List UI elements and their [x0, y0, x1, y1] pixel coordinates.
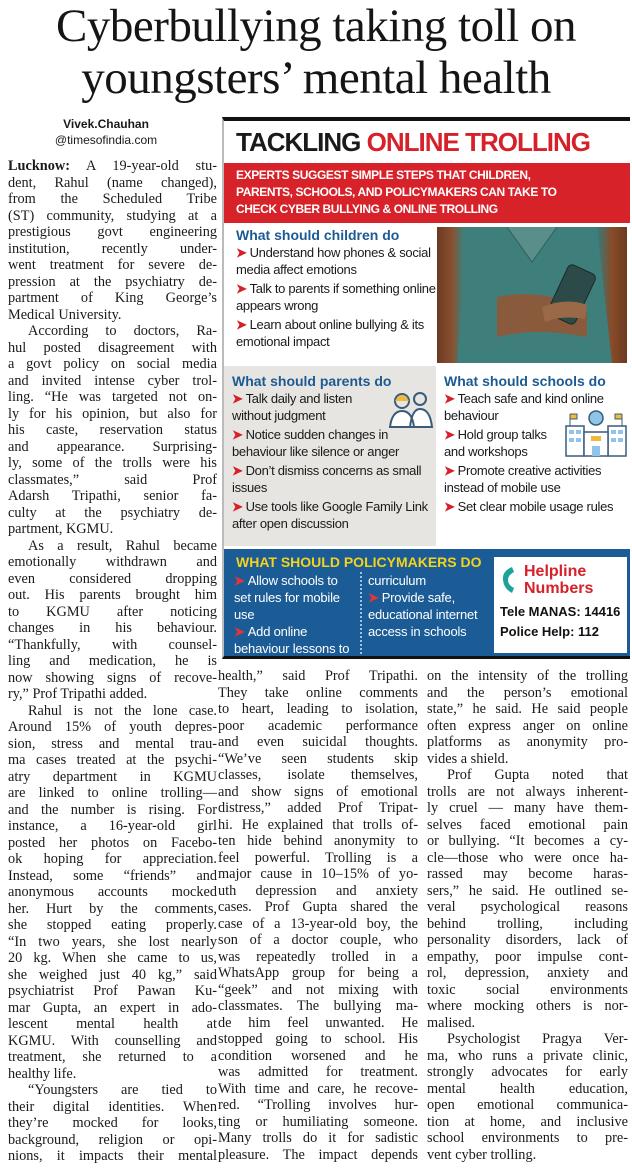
text-line: classmates,” said Prof — [8, 471, 217, 488]
arrow-icon: ➤ — [368, 590, 379, 605]
list-item: ➤ Hold group talks and workshops — [444, 427, 547, 459]
text-line: and show signs of emotional — [218, 783, 418, 800]
text-line: empathy, poor impulse cont- — [427, 948, 628, 965]
text-line: vent cyber trolling. — [427, 1146, 537, 1163]
text-line: classes, isolate themselves, — [218, 767, 418, 783]
text-line: school environments to pre- — [427, 1130, 628, 1146]
text-line: where mocking others is nor- — [427, 998, 628, 1014]
text-line: As a result, Rahul became — [28, 537, 217, 554]
children-heading: What should children do — [236, 227, 400, 243]
text-line: and the number is rising. For — [8, 801, 217, 818]
text-line: her. Hurt by the comments, — [8, 900, 217, 917]
list-item: ➤ Use tools like Google Family Link after open discussion — [232, 499, 428, 531]
text-line: went treatment for severe de- — [8, 257, 217, 273]
text-line: Around 15% of youth depres- — [8, 719, 217, 735]
arrow-icon: ➤ — [232, 427, 243, 442]
text-line: she weighed just 40 kg,” said — [8, 966, 217, 983]
text-line: from the Scheduled Tribe — [8, 191, 217, 207]
text-line: and the person’s emotional — [427, 684, 628, 701]
text-line: was admitted for treatment. — [218, 1064, 418, 1080]
text-line: open emotional communica- — [427, 1097, 628, 1113]
text-line: de him feel unwanted. He — [218, 1014, 418, 1031]
parents-heading: What should parents do — [232, 373, 392, 389]
text-line: dent, Rahul (name changed), — [8, 174, 217, 191]
text-line: institution, recently under- — [8, 240, 217, 257]
arrow-icon: ➤ — [236, 245, 247, 260]
list-item: ➤ Set clear mobile usage rules — [444, 499, 614, 514]
banner-line: CHECK CYBER BULLYING & ONLINE TROLLING — [236, 202, 498, 216]
text-line: mental health education, — [427, 1080, 628, 1097]
text-line: stopped going to school. His — [218, 1031, 418, 1047]
text-line: behind trolling, including — [427, 915, 628, 932]
text-line: hi. He explained that trolls of- — [218, 816, 418, 833]
text-line: and even suicidal thoughts. — [218, 734, 418, 750]
police-help-number: Police Help: 112 — [500, 624, 599, 639]
text-line: changes in his behaviour. — [8, 620, 217, 636]
text-line: sers,” he said. He outlined se- — [427, 882, 628, 899]
text-line: out. His parents brought him — [8, 587, 217, 603]
text-line: strongly advocates for early — [427, 1064, 628, 1080]
policy-item: ➤ Add online behaviour lessons to curriculum — [234, 573, 426, 656]
arrow-icon: ➤ — [234, 573, 245, 588]
text-line: health,” said Prof Tripathi. — [218, 668, 418, 684]
text-line: atry department in KGMU — [8, 768, 217, 785]
text-line: pression at the psychiatry de- — [8, 273, 217, 290]
text-line: condition worsened and he — [218, 1047, 418, 1064]
text-line: instance, a 16-year-old girl — [8, 818, 217, 834]
text-line: a govt policy on social media — [8, 356, 217, 372]
text-line: Adarsh Tripathi, senior fa- — [8, 488, 217, 504]
text-line: platforms as anonymity pro- — [427, 734, 628, 750]
text-line: “geek” and not mixing with — [218, 981, 418, 998]
dateline: Lucknow: — [8, 158, 70, 174]
policymakers-section — [224, 549, 630, 657]
text-line: his caste, reservation status — [8, 422, 217, 438]
arrow-icon: ➤ — [234, 624, 245, 639]
text-line: she stopped eating properly. — [8, 917, 217, 933]
arrow-icon: ➤ — [232, 499, 243, 514]
text-line: Many trolls do it for sadistic — [218, 1130, 418, 1146]
text-line: Lucknow: A 19-year-old stu- — [8, 158, 217, 174]
text-line: KGMU. With counselling and — [8, 1032, 217, 1049]
text-line: uth depression and anxiety — [218, 882, 418, 899]
text-line: was repeatedly trolled in a — [218, 948, 418, 965]
text-line: often express anger on online — [427, 717, 628, 734]
text-line: now showing signs of recove- — [8, 669, 217, 686]
text-line: case of a 13-year-old boy, the — [218, 915, 418, 932]
text-line: WhatsApp group for being a — [218, 965, 418, 981]
text-line: Medical University. — [8, 306, 122, 323]
infobox-title — [236, 127, 590, 157]
paragraph — [8, 538, 217, 703]
banner-line: PARENTS, SCHOOLS, AND POLICYMAKERS CAN TAKE TO — [236, 185, 557, 199]
children-section — [236, 226, 436, 352]
text-line: cle—those who were once ha- — [427, 849, 628, 866]
policymakers-heading: WHAT SHOULD POLICYMAKERS DO — [236, 554, 482, 570]
text-line: Instead, some “friends” and — [8, 867, 217, 884]
text-line: ly for his opinion, but also for — [8, 405, 217, 422]
list-item: ➤ Talk to parents if something online appears wrong — [236, 281, 436, 313]
title-black: TACKLING — [236, 127, 361, 157]
arrow-icon: ➤ — [236, 317, 247, 332]
text-line: Rahul is not the lone case. — [28, 702, 217, 719]
text-line: hul posted disagreement with — [8, 339, 217, 356]
text-line: ting or humiliating someone. — [218, 1113, 418, 1130]
paragraph — [218, 668, 418, 1163]
tele-manas-number: Tele MANAS: 14416 — [500, 604, 621, 619]
text-line: lescent mental health at — [8, 1016, 217, 1032]
text-line: 20 kg. When she came to us, — [8, 950, 217, 966]
list-item: ➤ Don’t dismiss concerns as small issues — [232, 463, 422, 495]
text-line: red. “Trolling involves hur- — [218, 1097, 418, 1113]
text-line: toxic social environments — [427, 981, 628, 998]
parents-section — [224, 366, 436, 546]
text-line: “We’ve seen students skip — [218, 750, 418, 767]
text-line: background, religion or opi- — [8, 1131, 217, 1148]
author-name: Vivek.Chauhan — [63, 117, 149, 131]
text-line: son of a doctor couple, who — [218, 932, 418, 948]
arrow-icon: ➤ — [444, 463, 455, 478]
person-phone-illustration — [437, 227, 627, 363]
text-line: on the intensity of the trolling — [427, 668, 628, 684]
text-line: pleasure. The impact depends — [218, 1146, 418, 1163]
paragraph — [8, 323, 217, 538]
text-line: partment, KGMU. — [8, 521, 114, 537]
paragraph — [8, 703, 217, 1083]
helpline-title: Numbers — [524, 580, 594, 597]
text-line: According to doctors, Ra- — [28, 323, 217, 339]
phone-icon — [500, 565, 516, 595]
text-line: ly, some of the trolls were his — [8, 455, 217, 471]
text-line: malised. — [427, 1014, 476, 1031]
list-item: ➤ Understand how phones & social media affect emotions — [236, 245, 431, 277]
arrow-icon: ➤ — [444, 391, 455, 406]
text-line: mar Gupta, an expert in ado- — [8, 999, 217, 1016]
list-item: ➤ Learn about online bullying & its emotional impact — [236, 317, 424, 349]
text-line: ten hide behind anonymity to — [218, 833, 418, 849]
article-column-3 — [427, 668, 628, 1163]
text-line: they’re mocked for looks, — [8, 1115, 217, 1131]
text-line: personality disorders, lack of — [427, 932, 628, 948]
schools-section — [442, 366, 630, 523]
text-line: prestigious govt engineering — [8, 224, 217, 240]
text-line: Prof Gupta noted that — [447, 767, 628, 783]
text-line: to heart, leading to isolation, — [218, 701, 418, 717]
text-line: or bullying. “It becomes a cy- — [427, 833, 628, 849]
text-line: feel powerful. Trolling is a — [218, 849, 418, 866]
text-line: partment of King George’s — [8, 290, 217, 306]
byline — [0, 116, 212, 148]
text-line: anonymous accounts mocked — [8, 884, 217, 900]
text-line: rassed may become haras- — [427, 866, 628, 882]
text-line: nions, it impacts their mental — [8, 1148, 217, 1164]
text-line: cases. Prof Gupta shared the — [218, 899, 418, 915]
text-line: emotionally withdrawn and — [8, 554, 217, 570]
text-line: rol, depression, anxiety and — [427, 965, 628, 981]
text-line: psychiatrist Prof Pawan Ku- — [8, 983, 217, 999]
text-line: and appearance. Surprising- — [8, 438, 217, 455]
schools-heading: What should schools do — [444, 373, 606, 389]
list-item: ➤ Notice sudden changes in behaviour like silence or anger — [232, 427, 400, 459]
text-line: sion, stress and mental trau- — [8, 735, 217, 752]
text-line: tion at home, and inclusive — [427, 1113, 628, 1130]
paragraph — [427, 1031, 628, 1163]
headline-line-1: Cyberbullying taking toll on — [56, 0, 576, 52]
helpline-box — [494, 557, 627, 653]
text-line: ly cruel — many have them- — [427, 800, 628, 816]
text-line: ok hoping for appreciation. — [8, 851, 217, 867]
policy-item: ➤ Allow schools to set rules for mobile use — [234, 573, 340, 622]
text-line: posted her photos on Facebo- — [8, 834, 217, 851]
infobox-banner — [224, 163, 630, 223]
text-line: (ST) community, studying at a — [8, 207, 217, 224]
text-line: poor academic performance — [218, 717, 418, 734]
text-line: selves faced emotional pain — [427, 816, 628, 833]
text-line: vides a shield. — [427, 750, 509, 767]
text-line: “Youngsters are tied to — [28, 1082, 217, 1098]
text-line: With time and care, he recove- — [218, 1080, 418, 1097]
text-line: culty at the psychiatry de- — [8, 504, 217, 521]
text-line: state,” he said. He said people — [427, 701, 628, 717]
text-line: ling and medication, he is — [8, 653, 217, 669]
text-line: even considered dropping — [8, 570, 217, 587]
list-item: ➤ Promote creative activities instead of mobile use — [444, 463, 602, 495]
policy-item: ➤ Provide safe, educational internet access in schools — [368, 590, 478, 639]
article-column-1 — [8, 158, 217, 1165]
article-column-2 — [218, 668, 418, 1163]
arrow-icon: ➤ — [232, 463, 243, 478]
text-line: ry,” Prof Tripathi added. — [8, 686, 148, 702]
list-item: ➤ Teach safe and kind online behaviour — [444, 391, 604, 423]
text-line: “In two years, she lost nearly — [8, 933, 217, 950]
school-building-icon — [564, 408, 628, 458]
headline-line-2: youngsters’ mental health — [81, 52, 551, 104]
headline — [0, 0, 632, 104]
policy-items — [234, 572, 488, 658]
paragraph — [8, 158, 217, 323]
arrow-icon: ➤ — [236, 281, 247, 296]
arrow-icon: ➤ — [444, 427, 455, 442]
text-line: to KGMU after noticing — [8, 603, 217, 620]
text-line: their digital identities. When — [8, 1098, 217, 1115]
text-line: classmates. The bullying ma- — [218, 998, 418, 1014]
text-line: They take online comments — [218, 684, 418, 701]
text-line: and invited intense cyber trol- — [8, 372, 217, 389]
text-line: Psychologist Pragya Ver- — [447, 1031, 628, 1047]
text-line: treatment, she returned to a — [8, 1049, 217, 1065]
paragraph — [427, 767, 628, 1031]
banner-line: EXPERTS SUGGEST SIMPLE STEPS THAT CHILDREN, — [236, 168, 531, 182]
list-item: ➤ Talk daily and listen without judgment — [232, 391, 353, 423]
text-line: healthy life. — [8, 1065, 77, 1082]
paragraph — [8, 1082, 217, 1165]
parents-icon — [388, 388, 434, 428]
arrow-icon: ➤ — [444, 499, 455, 514]
text-line: major cause in 10–15% of yo- — [218, 866, 418, 882]
title-red: ONLINE TROLLING — [366, 127, 590, 157]
helpline-title: Helpline — [524, 563, 587, 580]
text-line: ling. “He was targeted not on- — [8, 389, 217, 405]
text-line: ma cases treated at the psychi- — [8, 752, 217, 768]
text-line: veral psychological reasons — [427, 899, 628, 915]
photo-person-with-phone — [437, 227, 627, 363]
text-line: distress,” added Prof Tripat- — [218, 800, 418, 816]
text-line: are linked to online trolling— — [8, 785, 217, 801]
arrow-icon: ➤ — [232, 391, 243, 406]
text-line: ma, who runs a private clinic, — [427, 1047, 628, 1064]
text-line: trolls are not always inherent- — [427, 783, 628, 800]
text-line: “Thankfully, with counsel- — [8, 636, 217, 653]
infobox-tackling-online-trolling — [222, 117, 630, 659]
author-email: @timesofindia.com — [54, 133, 158, 147]
paragraph — [427, 668, 628, 767]
